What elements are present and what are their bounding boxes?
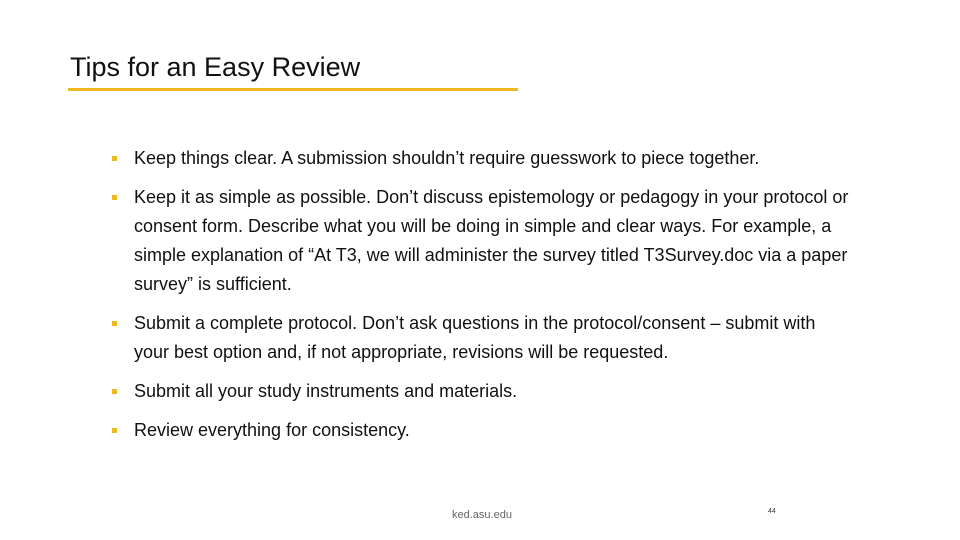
footer-url: ked.asu.edu — [452, 509, 512, 521]
square-bullet-icon — [112, 389, 117, 394]
bullet-text: Keep things clear. A submission shouldn’t require guesswork to piece together. — [134, 148, 760, 168]
square-bullet-icon — [112, 195, 117, 200]
bullet-text: Review everything for consistency. — [134, 420, 410, 440]
bullet-text: Submit all your study instruments and materials. — [134, 381, 518, 401]
bullet-item-clarity — [110, 144, 850, 173]
bullet-item-complete-protocol — [110, 309, 850, 367]
title-underline — [68, 88, 518, 91]
bullet-list — [110, 144, 850, 455]
slide-title: Tips for an Easy Review — [70, 52, 361, 82]
square-bullet-icon — [112, 428, 117, 433]
bullet-item-simplicity — [110, 183, 850, 299]
square-bullet-icon — [112, 156, 117, 161]
bullet-item-consistency — [110, 416, 850, 445]
bullet-text: Submit a complete protocol. Don’t ask questions in the protocol/consent – submit with your best option and, if not appropriate, revisions will be requested. — [134, 313, 816, 362]
page-number: 44 — [768, 508, 776, 515]
bullet-item-instruments — [110, 377, 850, 406]
bullet-text: Keep it as simple as possible. Don’t discuss epistemology or pedagogy in your protocol or consent form. Describe what you will be doing in simple and clear ways. For example, a simple explanation of “At T3, we will administer the survey titled T3Survey.doc via a paper survey” is sufficient. — [134, 187, 849, 294]
square-bullet-icon — [112, 321, 117, 326]
